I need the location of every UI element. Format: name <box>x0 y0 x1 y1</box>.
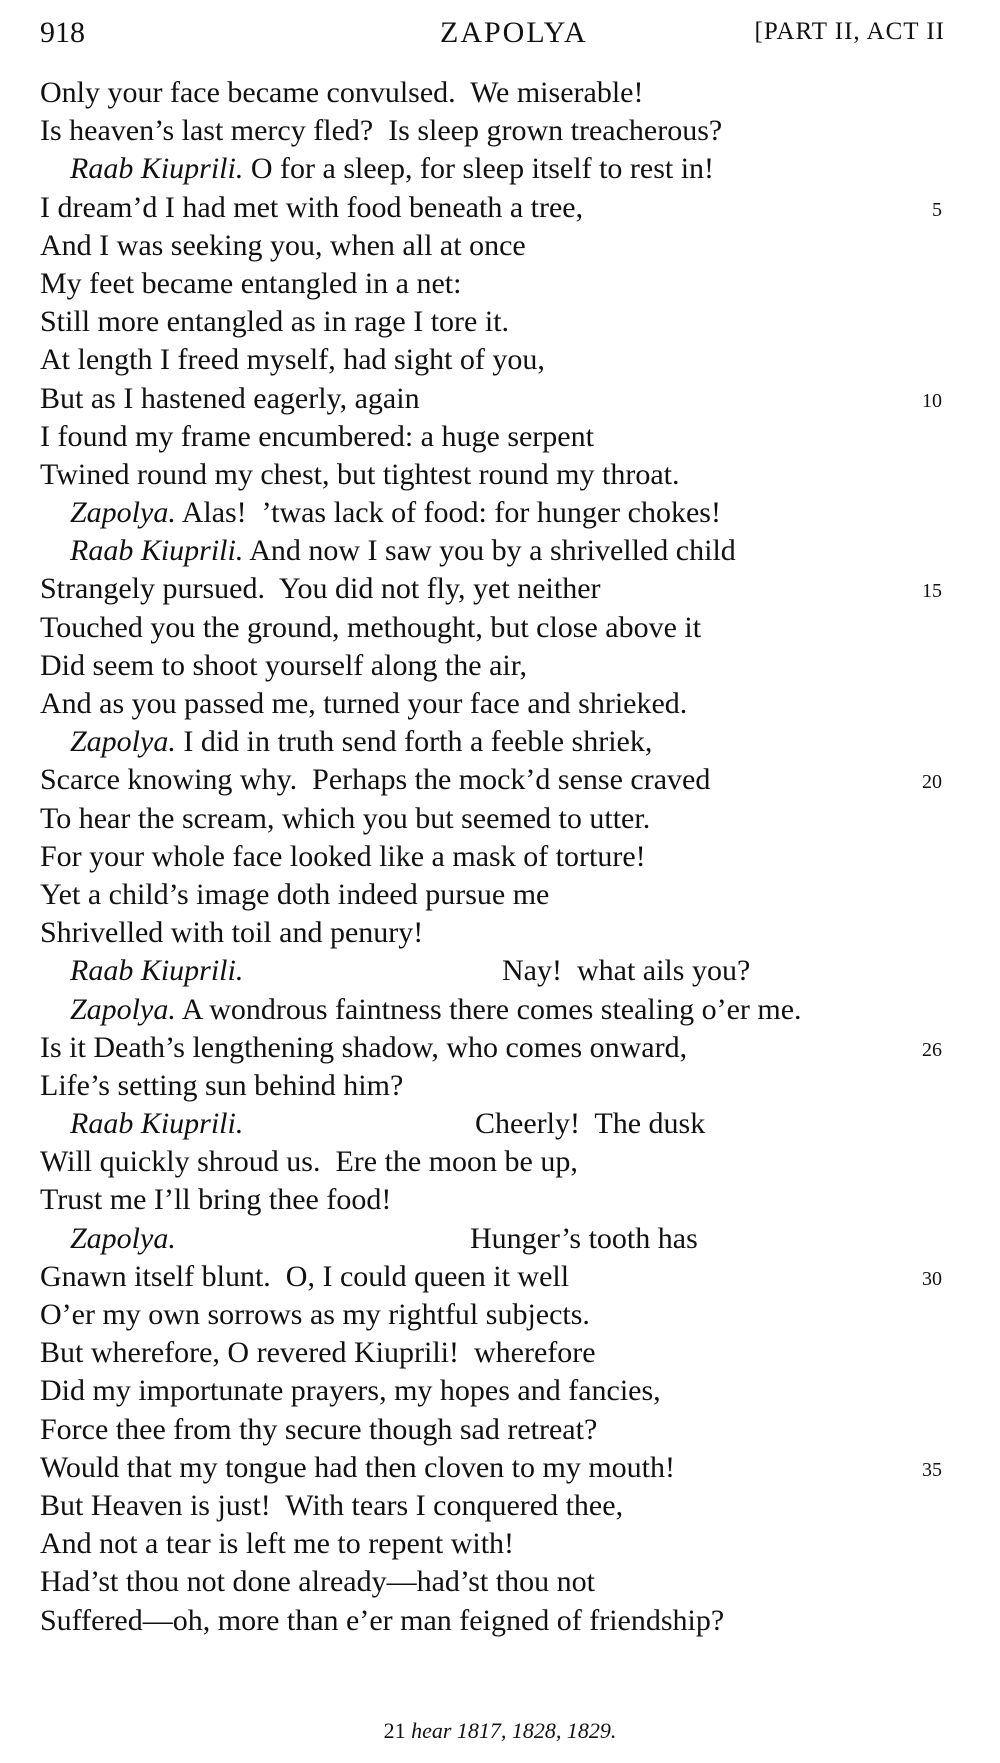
line-text: Would that my tongue had then cloven to my mouth! <box>40 1450 675 1484</box>
line-number: 20 <box>922 771 942 794</box>
footnote-variant: hear 1817, 1828, 1829. <box>411 1718 617 1743</box>
verse-line <box>40 685 950 723</box>
speaker-name: Zapolya. <box>70 992 176 1026</box>
line-text: Had’st thou not done already—had’st thou not <box>40 1565 595 1599</box>
verse-line <box>40 1296 950 1334</box>
speaker-name: Zapolya. <box>70 1221 176 1255</box>
verse-line <box>40 647 950 685</box>
line-number: 35 <box>922 1458 942 1481</box>
verse-line <box>40 609 950 647</box>
verse-line <box>40 1334 950 1372</box>
verse-line <box>40 800 950 838</box>
line-text: Twined round my chest, but tightest round my throat. <box>40 457 680 491</box>
verse-line <box>40 1143 950 1181</box>
verse-line <box>40 112 950 150</box>
line-text: But as I hastened eagerly, again <box>40 381 420 415</box>
running-title: ZAPOLYA <box>440 16 588 49</box>
verse-line <box>40 1525 950 1563</box>
verse-line <box>40 1563 950 1601</box>
footnote-line-ref: 21 <box>383 1718 412 1743</box>
verse-line <box>40 1411 950 1449</box>
line-text: Strangely pursued. You did not fly, yet neither <box>40 572 601 606</box>
verse-line <box>40 761 950 799</box>
line-text: Did seem to shoot yourself along the air, <box>40 648 528 682</box>
line-text: For your whole face looked like a mask of torture! <box>40 839 646 873</box>
verse-line <box>40 303 950 341</box>
line-text: Will quickly shroud us. Ere the moon be up, <box>40 1145 578 1179</box>
verse-line <box>40 1067 950 1105</box>
line-text: Shrivelled with toil and penury! <box>40 916 424 950</box>
line-text: Only your face became convulsed. We miserable! <box>40 76 644 109</box>
line-number: 5 <box>932 198 942 221</box>
line-text: I did in truth send forth a feeble shriek, <box>175 725 653 759</box>
verse-line <box>40 876 950 914</box>
speech-line <box>40 991 950 1029</box>
line-number: 30 <box>922 1267 942 1290</box>
line-text: Scarce knowing why. Perhaps the mock’d sense craved <box>40 763 711 797</box>
verse-line <box>40 1181 950 1219</box>
verse-line <box>40 1029 950 1067</box>
verse-line <box>40 74 950 112</box>
speech-line <box>40 952 950 990</box>
line-text: Yet a child’s image doth indeed pursue me <box>40 877 550 911</box>
line-text: Is heaven’s last mercy fled? Is sleep grown treacherous? <box>40 114 723 148</box>
verse-line <box>40 456 950 494</box>
verse-line <box>40 265 950 303</box>
line-text: But wherefore, O revered Kiuprili! wherefore <box>40 1336 596 1370</box>
verse-line <box>40 1602 950 1640</box>
line-text: At length I freed myself, had sight of you, <box>40 343 545 377</box>
footnote <box>0 1718 1000 1744</box>
verse-line <box>40 914 950 952</box>
speech-line <box>40 723 950 761</box>
speaker-name: Raab Kiuprili. <box>70 954 244 988</box>
speaker-name: Raab Kiuprili. <box>70 534 244 568</box>
verse-block <box>40 74 950 1640</box>
line-text-continued: Nay! what ails you? <box>502 954 751 988</box>
verse-line <box>40 380 950 418</box>
page-header <box>40 10 945 54</box>
line-text: I dream’d I had met with food beneath a tree, <box>40 190 584 224</box>
section-marker: [PART II, ACT II <box>754 18 945 45</box>
verse-line <box>40 418 950 456</box>
line-text: And as you passed me, turned your face and shrieked. <box>40 687 688 720</box>
line-text: To hear the scream, which you but seemed to utter. <box>40 801 651 835</box>
verse-line <box>40 1487 950 1525</box>
line-text: Alas! ’twas lack of food: for hunger chokes! <box>175 496 721 530</box>
line-number: 15 <box>922 580 942 603</box>
line-text: Did my importunate prayers, my hopes and fancies, <box>40 1374 661 1408</box>
line-text-continued: Cheerly! The dusk <box>475 1107 706 1141</box>
speech-line <box>40 494 950 532</box>
verse-line <box>40 227 950 265</box>
line-text: A wondrous faintness there comes stealing o’er me. <box>175 992 802 1026</box>
speaker-name: Zapolya. <box>70 725 176 759</box>
speech-line <box>40 532 950 570</box>
verse-line <box>40 1258 950 1296</box>
verse-line <box>40 570 950 608</box>
line-number: 26 <box>922 1038 942 1061</box>
line-text: And I was seeking you, when all at once <box>40 228 526 262</box>
line-text-continued: Hunger’s tooth has <box>470 1221 698 1255</box>
line-text: And now I saw you by a shrivelled child <box>243 534 736 568</box>
speaker-name: Raab Kiuprili. <box>70 1107 244 1141</box>
verse-line <box>40 1449 950 1487</box>
line-text: Life’s setting sun behind him? <box>40 1068 404 1102</box>
line-text: O’er my own sorrows as my rightful subjects. <box>40 1298 590 1331</box>
speaker-name: Zapolya. <box>70 496 176 530</box>
line-text: O for a sleep, for sleep itself to rest in! <box>243 152 715 186</box>
line-text: I found my frame encumbered: a huge serpent <box>40 419 594 453</box>
line-text: Is it Death’s lengthening shadow, who comes onward, <box>40 1030 688 1064</box>
line-text: Gnawn itself blunt. O, I could queen it well <box>40 1259 570 1293</box>
line-text: Force thee from thy secure though sad retreat? <box>40 1412 598 1446</box>
verse-line <box>40 189 950 227</box>
page-number: 918 <box>40 16 85 49</box>
verse-line <box>40 1372 950 1410</box>
line-text: But Heaven is just! With tears I conquered thee, <box>40 1488 624 1522</box>
speech-line <box>40 1220 950 1258</box>
speaker-name: Raab Kiuprili. <box>70 152 244 186</box>
line-text: And not a tear is left me to repent with! <box>40 1527 515 1561</box>
line-text: Trust me I’ll bring thee food! <box>40 1183 392 1217</box>
line-text: Still more entangled as in rage I tore it. <box>40 305 510 339</box>
verse-line <box>40 341 950 379</box>
speech-line <box>40 150 950 188</box>
line-number: 10 <box>922 389 942 412</box>
speech-line <box>40 1105 950 1143</box>
line-text: My feet became entangled in a net: <box>40 266 462 300</box>
line-text: Touched you the ground, methought, but close above it <box>40 610 702 644</box>
verse-line <box>40 838 950 876</box>
line-text: Suffered—oh, more than e’er man feigned of friendship? <box>40 1603 725 1637</box>
